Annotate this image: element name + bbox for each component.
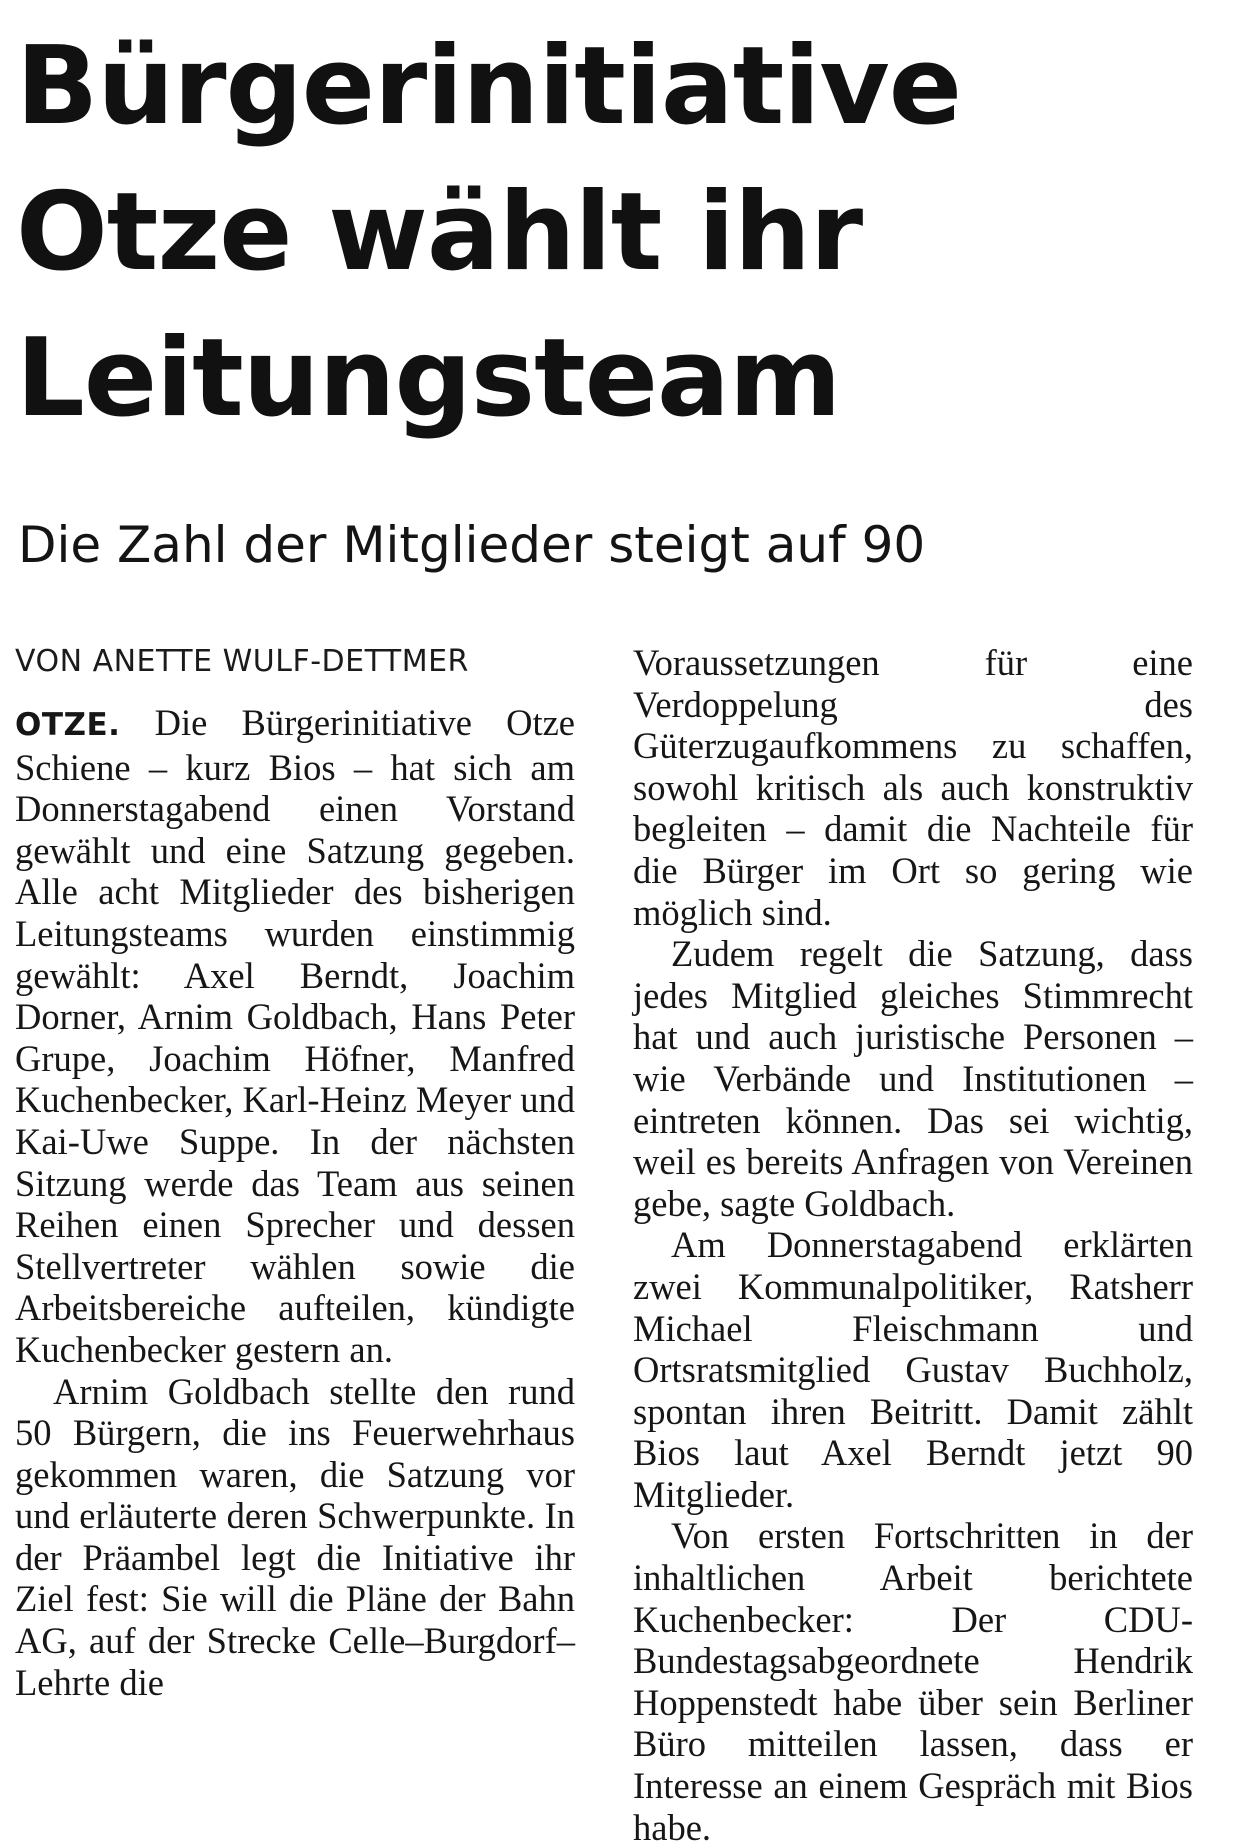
paragraph-1 [15, 702, 575, 1371]
paragraph-3: Zudem regelt die Satzung, dass jedes Mitglied gleiches Stimmrecht hat und auch juristische Personen – wie Verbände und Institutionen – eintreten können. Das sei wichtig, weil es bereits Anfragen von Vereinen gebe, sagte Goldbach. [633, 933, 1193, 1224]
paragraph-5: Von ersten Fortschritten in der inhaltlichen Arbeit berichtete Kuchenbecker: Der CDU-Bundestagsabgeordnete Hendrik Hoppenstedt habe über sein Berliner Büro mitteilen lassen, dass er Interesse an einem Gespräch mit Bios habe. [633, 1515, 1193, 1848]
headline-line-1: Bürgerinitiative [16, 24, 962, 149]
paragraph-1-text: Die Bürgerinitiative Otze Schiene – kurz Bios – hat sich am Donnerstagabend einen Vorstand gewählt und eine Satzung gegeben. Alle acht Mitglieder des bisherigen Leitungsteams wurden einstimmig gewählt: Axel Berndt, Joachim Dorner, Arnim Goldbach, Hans Peter Grupe, Joachim Höfner, Manfred Kuchenbecker, Karl-Heinz Meyer und Kai-Uwe Suppe. In der nächsten Sitzung werde das Team aus seinen Reihen einen Sprecher und dessen Stellvertreter wählen sowie die Arbeitsbereiche aufteilen, kündigte Kuchenbecker gestern an. [15, 702, 575, 1370]
dateline: OTZE. [15, 707, 121, 743]
paragraph-2: Arnim Goldbach stellte den rund 50 Bürgern, die ins Feuerwehrhaus gekommen waren, die Satzung vor und erläuterte deren Schwerpunkte. In der Präambel legt die Initiative ihr Ziel fest: Sie will die Pläne der Bahn AG, auf der Strecke Celle–Burgdorf–Lehrte die [15, 1370, 575, 1703]
subheadline: Die Zahl der Mitglieder steigt auf 90 [18, 516, 926, 574]
headline-line-3: Leitungsteam [16, 316, 841, 441]
paragraph-2-continued: Voraussetzungen für eine Verdoppelung des Güterzugaufkommens zu schaffen, sowohl kritisch als auch konstruktiv begleiten – damit die Nachteile für die Bürger im Ort so gering wie möglich sind. [633, 642, 1193, 933]
headline-line-2: Otze wählt ihr [16, 170, 863, 295]
headline [16, 14, 1196, 452]
byline: VON ANETTE WULF-DETTMER [15, 644, 469, 679]
column-left [15, 642, 575, 1703]
paragraph-4: Am Donnerstagabend erklärten zwei Kommunalpolitiker, Ratsherr Michael Fleischmann und Ortsratsmitglied Gustav Buchholz, spontan ihren Beitritt. Damit zählt Bios laut Axel Berndt jetzt 90 Mitglieder. [633, 1224, 1193, 1515]
column-right [633, 642, 1193, 1848]
